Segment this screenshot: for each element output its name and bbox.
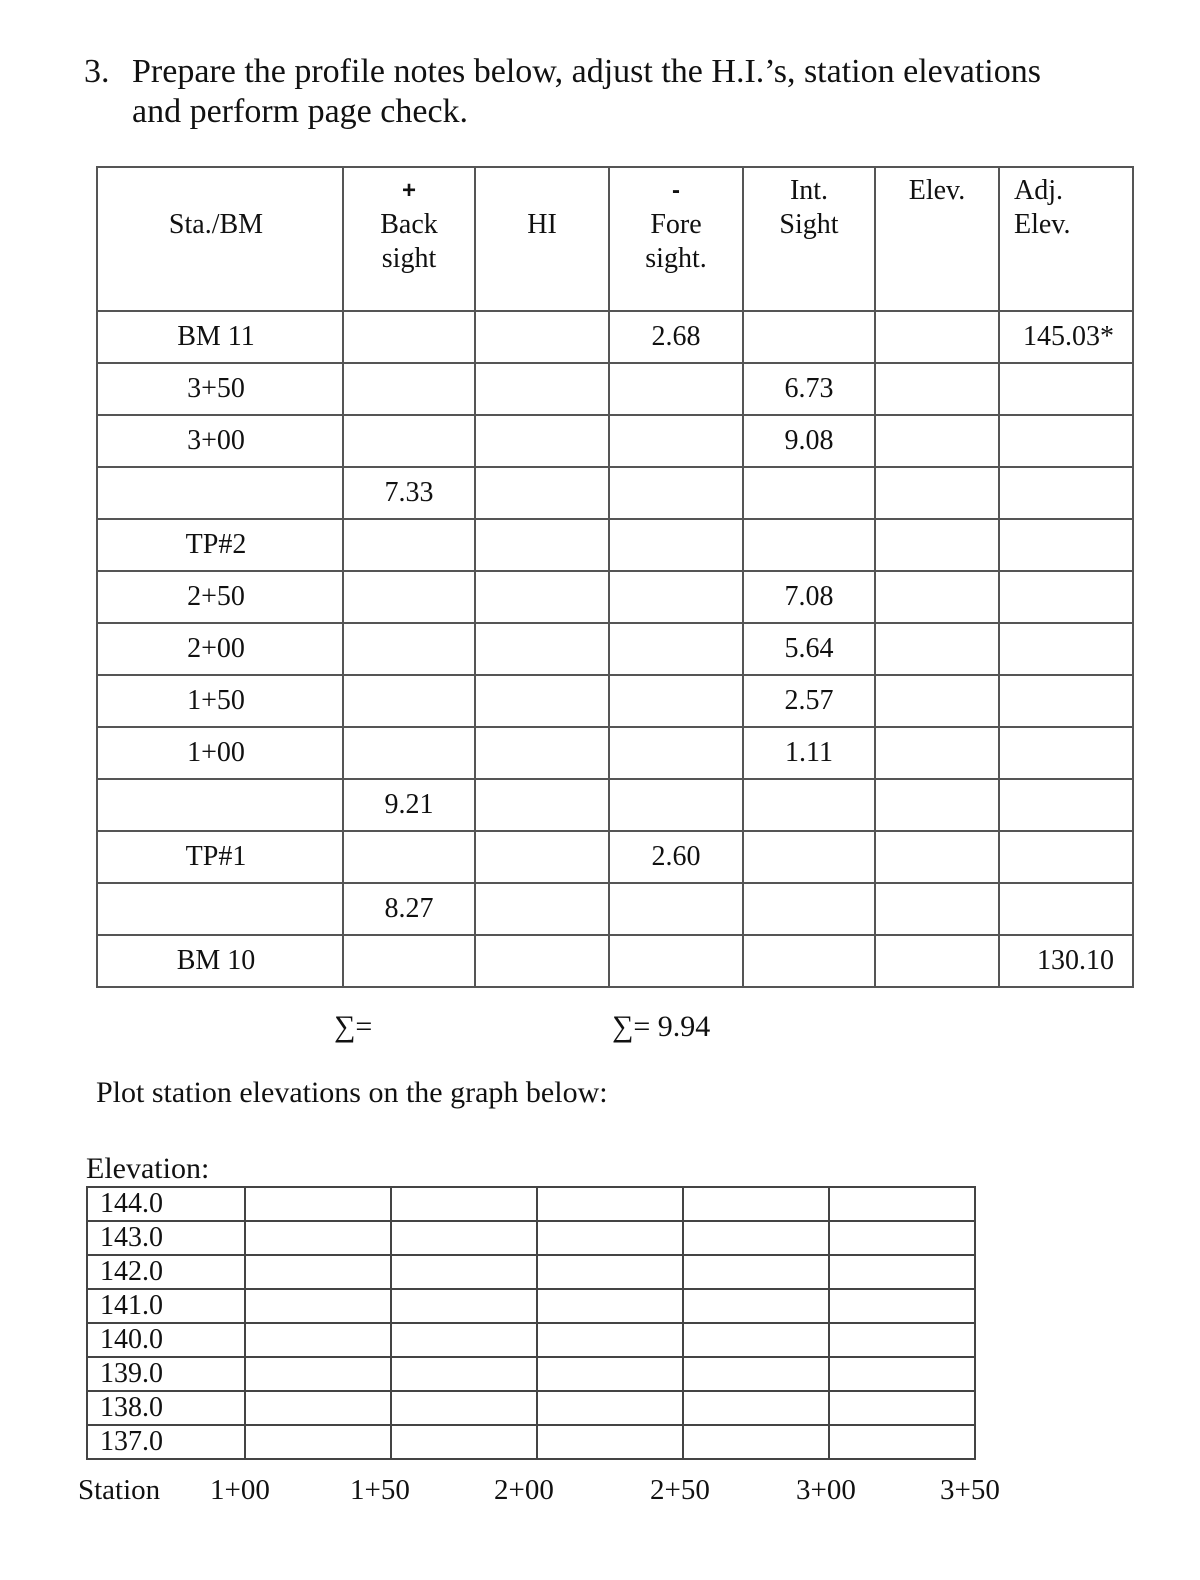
cell-sta: TP#2 (97, 519, 343, 571)
cell-bs (343, 623, 475, 675)
cell-fs (609, 571, 743, 623)
cell-fs: 2.60 (609, 831, 743, 883)
elevation-tick-label: 142.0 (87, 1255, 245, 1289)
cell-hi (475, 831, 609, 883)
cell-is: 7.08 (743, 571, 875, 623)
station-tick-label: 1+00 (210, 1474, 270, 1506)
cell-sta (97, 467, 343, 519)
cell-hi (475, 363, 609, 415)
cell-is (743, 779, 875, 831)
graph-cell (537, 1357, 683, 1391)
table-row (97, 519, 1133, 571)
cell-bs (343, 727, 475, 779)
graph-cell (829, 1357, 975, 1391)
graph-cell (683, 1289, 829, 1323)
cell-elev (875, 831, 999, 883)
cell-hi (475, 571, 609, 623)
cell-elev (875, 363, 999, 415)
cell-adj (999, 727, 1133, 779)
cell-adj (999, 571, 1133, 623)
cell-sta: 1+50 (97, 675, 343, 727)
table-row (97, 675, 1133, 727)
cell-fs (609, 883, 743, 935)
table-row (97, 467, 1133, 519)
graph-cell (245, 1357, 391, 1391)
cell-elev (875, 883, 999, 935)
cell-elev (875, 675, 999, 727)
elevation-tick-label: 144.0 (87, 1187, 245, 1221)
cell-hi (475, 519, 609, 571)
cell-sta: 2+00 (97, 623, 343, 675)
cell-fs: 2.68 (609, 311, 743, 363)
cell-sta: 3+50 (97, 363, 343, 415)
cell-hi (475, 467, 609, 519)
cell-bs (343, 935, 475, 987)
cell-sta: BM 10 (97, 935, 343, 987)
cell-is (743, 519, 875, 571)
cell-bs (343, 831, 475, 883)
cell-elev (875, 779, 999, 831)
graph-cell (829, 1221, 975, 1255)
header-hi: HI (475, 167, 609, 311)
cell-bs (343, 363, 475, 415)
cell-adj: 130.10 (999, 935, 1133, 987)
graph-cell (829, 1187, 975, 1221)
cell-adj (999, 467, 1133, 519)
cell-bs: 7.33 (343, 467, 475, 519)
station-tick-label: 2+00 (494, 1474, 554, 1506)
graph-cell (683, 1187, 829, 1221)
cell-sta (97, 883, 343, 935)
cell-hi (475, 935, 609, 987)
problem-line-2: and perform page check. (132, 93, 469, 130)
cell-fs (609, 363, 743, 415)
table-row (97, 363, 1133, 415)
cell-hi (475, 623, 609, 675)
graph-cell (829, 1323, 975, 1357)
graph-row (87, 1391, 975, 1425)
graph-row (87, 1289, 975, 1323)
cell-adj (999, 675, 1133, 727)
station-tick-label: 1+50 (350, 1474, 410, 1506)
cell-sta: TP#1 (97, 831, 343, 883)
cell-sta (97, 779, 343, 831)
cell-is (743, 883, 875, 935)
graph-row (87, 1255, 975, 1289)
graph-cell (245, 1255, 391, 1289)
cell-fs (609, 415, 743, 467)
table-row (97, 831, 1133, 883)
table-row (97, 311, 1133, 363)
foresight-sum: ∑= 9.94 (612, 1010, 711, 1043)
cell-fs (609, 467, 743, 519)
graph-cell (537, 1187, 683, 1221)
cell-bs: 8.27 (343, 883, 475, 935)
graph-cell (683, 1425, 829, 1459)
cell-is: 5.64 (743, 623, 875, 675)
cell-is (743, 831, 875, 883)
graph-row (87, 1425, 975, 1459)
cell-sta: BM 11 (97, 311, 343, 363)
graph-cell (683, 1357, 829, 1391)
cell-bs (343, 675, 475, 727)
cell-sta: 3+00 (97, 415, 343, 467)
graph-row (87, 1323, 975, 1357)
graph-cell (537, 1425, 683, 1459)
cell-bs (343, 571, 475, 623)
cell-fs (609, 519, 743, 571)
cell-elev (875, 467, 999, 519)
graph-row (87, 1221, 975, 1255)
problem-number: 3. (84, 53, 110, 90)
graph-cell (245, 1221, 391, 1255)
graph-cell (391, 1289, 537, 1323)
table-row (97, 571, 1133, 623)
graph-cell (245, 1391, 391, 1425)
table-row (97, 935, 1133, 987)
cell-adj (999, 415, 1133, 467)
table-row (97, 779, 1133, 831)
elevation-tick-label: 137.0 (87, 1425, 245, 1459)
graph-cell (391, 1425, 537, 1459)
cell-sta: 2+50 (97, 571, 343, 623)
cell-is (743, 311, 875, 363)
graph-cell (683, 1221, 829, 1255)
profile-notes-table (96, 166, 1134, 988)
cell-elev (875, 415, 999, 467)
header-backsight: + Back sight (343, 167, 475, 311)
cell-hi (475, 675, 609, 727)
header-foresight: - Fore sight. (609, 167, 743, 311)
cell-sta: 1+00 (97, 727, 343, 779)
elevation-tick-label: 143.0 (87, 1221, 245, 1255)
station-tick-label: 2+50 (650, 1474, 710, 1506)
cell-adj (999, 519, 1133, 571)
cell-fs (609, 935, 743, 987)
cell-hi (475, 779, 609, 831)
graph-cell (245, 1187, 391, 1221)
cell-adj (999, 363, 1133, 415)
cell-elev (875, 571, 999, 623)
header-sta-bm: Sta./BM (97, 167, 343, 311)
cell-adj: 145.03* (999, 311, 1133, 363)
elevation-tick-label: 141.0 (87, 1289, 245, 1323)
elevation-graph-grid (86, 1186, 976, 1460)
problem-title (84, 52, 1041, 132)
graph-cell (391, 1187, 537, 1221)
backsight-sum: ∑= (334, 1010, 373, 1043)
cell-is: 2.57 (743, 675, 875, 727)
graph-cell (391, 1221, 537, 1255)
cell-fs (609, 675, 743, 727)
station-tick-label: 3+50 (940, 1474, 1000, 1506)
cell-is (743, 467, 875, 519)
cell-hi (475, 415, 609, 467)
cell-adj (999, 623, 1133, 675)
plot-instruction: Plot station elevations on the graph below: (96, 1076, 608, 1109)
table-row (97, 727, 1133, 779)
cell-fs (609, 623, 743, 675)
cell-is: 1.11 (743, 727, 875, 779)
graph-cell (391, 1357, 537, 1391)
graph-cell (245, 1425, 391, 1459)
cell-hi (475, 727, 609, 779)
graph-row (87, 1357, 975, 1391)
cell-is: 6.73 (743, 363, 875, 415)
header-intermediate-sight: Int. Sight (743, 167, 875, 311)
graph-cell (391, 1255, 537, 1289)
graph-cell (683, 1323, 829, 1357)
cell-bs (343, 519, 475, 571)
cell-hi (475, 311, 609, 363)
cell-elev (875, 311, 999, 363)
cell-hi (475, 883, 609, 935)
cell-fs (609, 727, 743, 779)
cell-adj (999, 831, 1133, 883)
graph-cell (537, 1289, 683, 1323)
elevation-tick-label: 139.0 (87, 1357, 245, 1391)
cell-adj (999, 883, 1133, 935)
cell-bs (343, 311, 475, 363)
graph-cell (829, 1425, 975, 1459)
cell-elev (875, 519, 999, 571)
table-row (97, 415, 1133, 467)
header-adjusted-elevation: Adj. Elev. (999, 167, 1133, 311)
graph-cell (245, 1323, 391, 1357)
table-row (97, 883, 1133, 935)
cell-adj (999, 779, 1133, 831)
station-tick-label: 3+00 (796, 1474, 856, 1506)
graph-cell (829, 1391, 975, 1425)
cell-fs (609, 779, 743, 831)
elevation-tick-label: 138.0 (87, 1391, 245, 1425)
table-header-row (97, 167, 1133, 311)
cell-bs: 9.21 (343, 779, 475, 831)
cell-elev (875, 935, 999, 987)
header-elevation: Elev. (875, 167, 999, 311)
station-axis-label: Station (78, 1474, 161, 1506)
cell-bs (343, 415, 475, 467)
cell-is: 9.08 (743, 415, 875, 467)
graph-cell (245, 1289, 391, 1323)
graph-cell (537, 1221, 683, 1255)
table-row (97, 623, 1133, 675)
graph-row (87, 1187, 975, 1221)
graph-cell (537, 1391, 683, 1425)
elevation-axis-label: Elevation: (86, 1152, 210, 1185)
graph-cell (829, 1289, 975, 1323)
cell-is (743, 935, 875, 987)
graph-cell (683, 1255, 829, 1289)
graph-cell (683, 1391, 829, 1425)
graph-cell (829, 1255, 975, 1289)
elevation-tick-label: 140.0 (87, 1323, 245, 1357)
graph-cell (391, 1323, 537, 1357)
cell-elev (875, 727, 999, 779)
problem-line-1: Prepare the profile notes below, adjust the H.I.’s, station elevations (132, 53, 1041, 90)
graph-cell (391, 1391, 537, 1425)
graph-cell (537, 1255, 683, 1289)
graph-cell (537, 1323, 683, 1357)
cell-elev (875, 623, 999, 675)
